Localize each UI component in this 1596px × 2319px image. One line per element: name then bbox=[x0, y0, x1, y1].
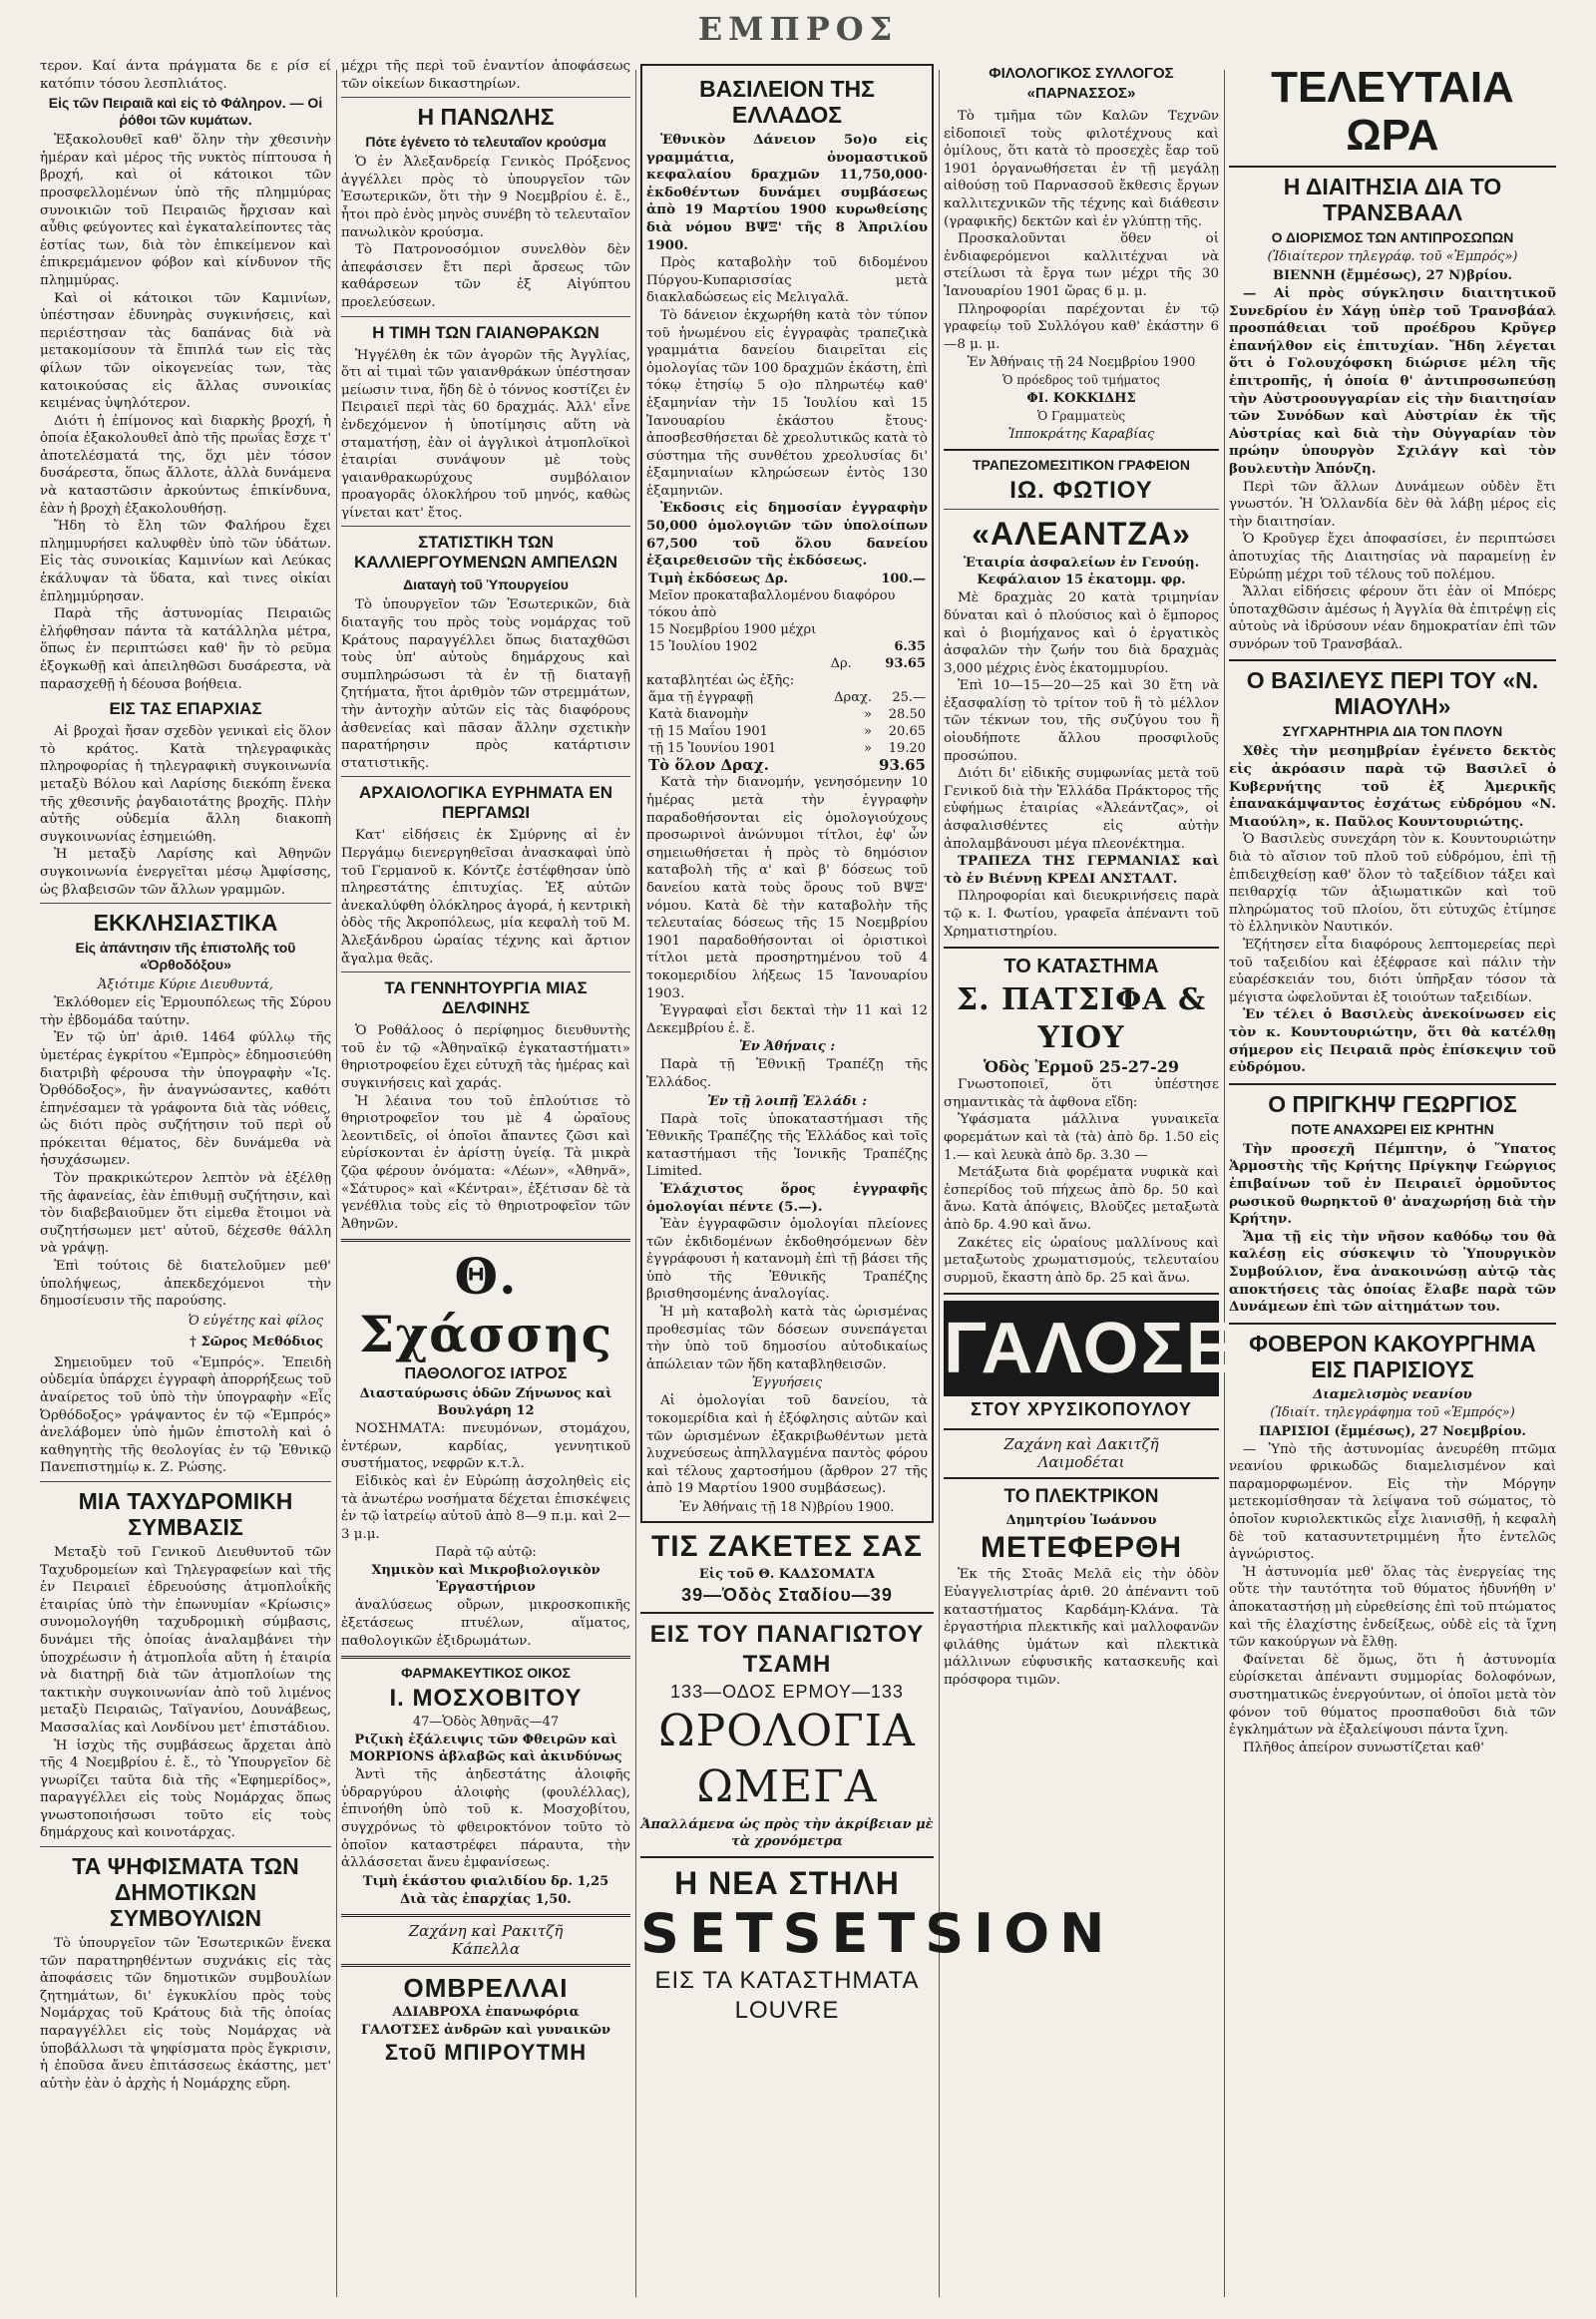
bank-ad-name: ΙΩ. ΦΩΤΙΟΥ bbox=[1009, 477, 1153, 505]
table-row bbox=[646, 655, 928, 672]
column-divider bbox=[1224, 70, 1225, 2297]
ad-line: Ριζικὴ ἐξάλειψις τῶν Φθειρῶν καὶ MORPIONS ἀβλαβῶς καὶ ἀκινδύνως bbox=[349, 1733, 622, 1765]
article-paragraph: Ἅμα τῇ εἰς τὴν νῆσον καθόδῳ του θὰ καλέσῃ εἰς σύσκεψιν τὸ Ὑπουργικὸν Συμβούλιον, ἕνα ἀνακοινώσῃ αὐτῷ τὰς αποκτήσεις τὰς ὁποίας ἔλαβε παρὰ τῶν Δυνάμεων ἐπὶ τῶν αἰτημάτων του. bbox=[1229, 1228, 1556, 1316]
article-paragraph: Ὁ Κροῦγερ ἔχει ἀποφασίσει, ἐν περιπτώσει ἀποτυχίας τῆς Διαιτησίας νὰ παραμείνῃ ἐν Εὐρώπῃ μέχρι τοῦ τέλους τοῦ πολέμου. bbox=[1229, 532, 1556, 582]
article-headline: ΦΟΒΕΡΟΝ ΚΑΚΟΥΡΓΗΜΑ ΕΙΣ ΠΑΡΙΣΙΟΥΣ bbox=[1249, 1330, 1536, 1382]
divider bbox=[944, 1428, 1219, 1430]
doctor-ad-title: ΠΑΘΟΛΟΓΟΣ ΙΑΤΡΟΣ bbox=[404, 1365, 568, 1383]
article-paragraph: Περὶ τῶν ἄλλων Δυνάμεων οὐδὲν ἔτι γνωστόν. Ἡ Ὁλλανδία δὲν θὰ λάβῃ μέρος εἰς τὴν διαιτησίαν. bbox=[1229, 479, 1556, 530]
table-row bbox=[646, 638, 928, 655]
notice-paragraph: Κατὰ τὴν διανομήν, γενησόμενην 10 ἡμέρας μετὰ τὴν ἐγγραφὴν παραδοθήσονται εἰς ὁμολογιούχους προσωρινοὶ ἀνώνυμοι τίτλοι, ἐφ' ὧν σημειωθήσεται ἡ πρὸς τὸ δημόσιον καταβολὴ τῆς α' καὶ β' δόσεως τοῦ δανείου κατὰ τοὺς ὅρους τοῦ ΒΨΞ' νόμου. Κατὰ δὲ τὴν καταβολὴν τῆς τελευταίας δόσεως τῆς 15 Νοεμβρίου 1901 παραδοθήσονται οἱ ὁριστικοὶ τίτλοι μετὰ προσηρτημένου τοῦ 4 τοκομεριδίου λήξεως 15 Ἰανουαρίου 1903. bbox=[646, 775, 928, 1001]
table-row bbox=[646, 621, 928, 638]
divider bbox=[944, 1477, 1219, 1479]
table-cell: Κατὰ διανομὴν bbox=[648, 707, 749, 723]
ad-line: Ζαχάνη καὶ Δακιτζῆ bbox=[1003, 1435, 1159, 1454]
article-paragraph: Ἐζήτησεν εἶτα διαφόρους λεπτομερείας περὶ τοῦ ταξειδίου καὶ ἐξέφρασε καὶ πάλιν τὴν εὐαρέσκειάν του, διότι ὑπῆρξαν τόσον τὰ μέγιστα ὠφελοῦνται ἐξ τοιούτων ταξειδίων. bbox=[1229, 938, 1556, 1005]
table-cell: ἅμα τῇ ἐγγραφῇ bbox=[648, 690, 754, 706]
article-subheadline: Εἰς ἀπάντησιν τῆς ἐπιστολῆς τοῦ «Ὀρθοδόξου» bbox=[75, 940, 296, 973]
divider bbox=[341, 1239, 630, 1242]
ad-paragraph: Πληροφορίαι καὶ διευκρινήσεις παρὰ τῷ κ. Ι. Φωτίου, γραφεῖα ἀπέναντι τοῦ Χρηματιστηρίου. bbox=[944, 889, 1219, 940]
store-ad-address: Ὁδὸς Ἑρμοῦ 25-27-29 bbox=[984, 1057, 1179, 1077]
article-subheadline: Ο ΔΙΟΡΙΣΜΟΣ ΤΩΝ ΑΝΤΙΠΡΟΣΩΠΩΝ bbox=[1271, 229, 1514, 245]
insurance-ad-sub: Ἐταιρία ἀσφαλείων ἐν Γενούῃ. Κεφάλαιον 15 ἑκατομμ. φρ. bbox=[963, 556, 1200, 588]
issue-price-table bbox=[646, 571, 928, 672]
divider bbox=[1229, 1083, 1556, 1085]
salutation: Ἀξιότιμε Κύριε Διευθυντά, bbox=[98, 977, 273, 993]
signature: Ὁ εὐγέτης καὶ φίλος bbox=[188, 1313, 323, 1329]
knit-ad-owner: Δημητρίου Ἰωάννου bbox=[1005, 1513, 1157, 1529]
store-ad-head: ΤΟ ΚΑΤΑΣΤΗΜΑ bbox=[1003, 956, 1159, 978]
divider bbox=[1229, 659, 1556, 661]
ad-price: Τιμὴ ἑκάστου φιαλιδίου δρ. 1,25 bbox=[362, 1873, 609, 1889]
store-ad-brand: SETSETSION bbox=[640, 1902, 1115, 1965]
pharmacy-ad-name: Ι. ΜΟΣΧΟΒΙΤΟΥ bbox=[389, 1685, 583, 1713]
notice-paragraph: Τὸ δάνειον ἐκχωρήθη κατὰ τὸν τύπον τοῦ ἡνωμένου εἰς ἐγγραφὰς τραπεζικὰ γραμμάτια δανείου διαιρεῖται εἰς ὁμολογίας τῶν 100 δραχμῶν ἑκάστη, ἐπὶ τόκῳ ἐτησίῳ 5 ο)ο πληρωτέῳ καθ' ἑξαμηνίαν τὴν 15 Ἰουλίου καὶ 15 Ἰανουαρίου ἑκάστου ἔτους· ἀποσβεσθήσεται δὲ χρεολυτικῶς κατὰ τὸ σύστημα τῆς συνθέτου χρεολυσίας δι' ἑξαμηνιαίων κληρώσεων ἐντὸς 130 ἑξαμηνιῶν. bbox=[646, 307, 928, 499]
notice-paragraph: καταβλητέαι ὡς ἑξῆς: bbox=[646, 672, 795, 688]
watch-ad-shop: ΕΙΣ ΤΟΥ ΠΑΝΑΓΙΩΤΟΥ ΤΣΑΜΗ bbox=[649, 1621, 925, 1678]
umbrella-ad-title: ΟΜΒΡΕΛΛΑΙ bbox=[403, 1972, 569, 2003]
divider bbox=[341, 526, 630, 527]
article-paragraph: Παρὰ τῆς ἀστυνομίας Πειραιῶς ἐλήφθησαν πάντα τὰ κατάλληλα μέτρα, ὅπως ἐν περιπτώσει καθ' ἣν τὸ ρεῦμα ἐξογκωθῇ καὶ ἀπειληθῶσι δυσάρεστα, νὰ παρασχεθῇ ἡ δέουσα βοήθεια. bbox=[40, 606, 331, 692]
store-ad-location: ΕΙΣ ΤΑ ΚΑΤΑΣΤΗΜΑΤΑ LOUVRE bbox=[654, 1967, 920, 2024]
article-subheadline: Διαμελισμὸς νεανίου bbox=[1313, 1386, 1472, 1402]
ad-paragraph: ΤΡΑΠΕΖΑ ΤΗΣ ΓΕΡΜΑΝΙΑΣ καὶ τὸ ἐν Βιέννῃ ΚΡΕΔΙ ΑΝΣΤΑΛΤ. bbox=[944, 853, 1219, 887]
jacket-ad-title: ΤΙΣ ΖΑΚΕΤΕΣ ΣΑΣ bbox=[650, 1530, 923, 1563]
article-paragraph: Προσκαλοῦνται ὅθεν οἱ ἐνδιαφερόμενοι καλλιτέχναι νὰ στείλωσι τὰ ἔργα των μέχρι τῆς 30 Ἰανουαρίου 1901 ὥρας 6 μ. μ. bbox=[944, 231, 1219, 299]
divider bbox=[40, 903, 331, 904]
masthead-title: ΕΜΠΡΟΣ bbox=[697, 10, 899, 48]
column-5 bbox=[1229, 58, 1556, 2299]
table-cell: 93.65 bbox=[879, 756, 926, 775]
table-cell: » bbox=[864, 741, 872, 757]
article-paragraph: Ἐξακολουθεῖ καθ' ὅλην τὴν χθεσινὴν ἡμέραν καὶ μέρος τῆς νυκτὸς πίπτουσα ἡ βροχή, καὶ οἱ κάτοικοι τῶν προσφελλομένων ὑπὸ τῆς πλημμύρας συνοικιῶν τοῦ Πειραιῶς ἤρχισαν καὶ αὖθις φεύγοντες καὶ ἐγκαταλείποντες τὰς ἑστίας των, διὰ τὸν ἐπικείμενον καὶ ἐπικρεμάμενον φόβον καὶ κίνδυνον τῆς πλημμύρας. bbox=[40, 133, 331, 288]
store-ad-title: Η ΝΕΑ ΣΤΗΛΗ bbox=[674, 1865, 900, 1901]
notice-headline: ΒΑΣΙΛΕΙΟΝ ΤΗΣ ΕΛΛΑΔΟΣ bbox=[699, 76, 875, 128]
insurance-ad-title: «ΑΛΕΑΝΤΖΑ» bbox=[972, 516, 1191, 553]
article-headline: ΕΚΚΛΗΣΙΑΣΤΙΚΑ bbox=[93, 910, 278, 937]
article-paragraph: — Αἱ πρὸς σύγκλησιν διαιτητικοῦ Συνεδρίου ἐν Χάγῃ ὑπὲρ τοῦ Τρανσβάαλ προσπάθειαι τοῦ προέδρου Κρῦγερ ἐπανήλθον εἰς ἐπιτυχίαν. Ἤδη λέγεται ὅτι ὁ Γολουχόφσκη διώρισε μέλη τῆς ἐπιτροπῆς, ἡ ὁποία θ' ἀντιπροσωπεύσῃ τὴν Αὐστροουγγαρίαν εἰς τὴν διαιτησίαν τῶν Συνόδων καὶ Αὐστρίαν ἐκ τῆς Αὐστρίας καὶ διὰ τὴν Οὐγγαρίαν τὸν πρώην ὑπουργὸν Σχιλάγγ καὶ τὸν βουλευτὴν Ἀπόνζη. bbox=[1229, 285, 1556, 477]
notice-paragraph: Ἡ μὴ καταβολὴ κατὰ τὰς ὡρισμένας προθεσμίας τῶν δόσεων συνεπάγεται τὴν ὑπὸ τοῦ δημοσίου αὐτοδικαίως ἀπώλειαν τῶν ἤδη καταβληθεισῶν. bbox=[646, 1305, 928, 1372]
galoshes-ad-shop: ΣΤΟΥ ΧΡΥΣΙΚΟΠΟΥΛΟΥ bbox=[971, 1399, 1192, 1420]
article-paragraph: Αἱ βροχαὶ ἤσαν σχεδὸν γενικαὶ εἰς ὅλον τὸ κράτος. Κατὰ τηλεγραφικὰς πληροφορίας ἡ τηλεγραφικὴ συγκοινωνία μεταξὺ Βόλου καὶ Λαρίσης διεκόπη ἕνεκα τῆς χθεσινῆς ῥαγδαιοτάτης βροχῆς. Πλὴν αὐτῆς οὐδεμία ἄλλη διακοπὴ συγκοινωνίας ἐσημειώθη. bbox=[40, 724, 331, 845]
watch-ad-title: ΩΡΟΛΟΓΙΑ ΩΜΕΓΑ bbox=[658, 1706, 916, 1812]
table-row bbox=[646, 740, 928, 757]
article-paragraph: Τὸ ὑπουργεῖον τῶν Ἐσωτερικῶν ἕνεκα τῶν παρατηρηθέντων συχνάκις εἰς τὰς ἀποφάσεις τῶν δημοτικῶν συμβουλίων ζητημάτων, δι' ἐγκυκλίου πρὸς τοὺς Νομάρχας τοῦ Κράτους διὰ τῆς ὁποίας παραγγέλλει εἰς τοὺς Νομάρχας νὰ ὑποβάλλωσι τὰ ψηφίσματα πρὸς ἔγκρισιν, ἡ ἐποῦσα ἄνευ ἐπιτάσσεως ἑκάστης, μετ' αὐτὴν ἐὰν ὁ ἀρχὴς ἡ Νομάρχης εὕρη. bbox=[40, 1936, 331, 2092]
article-paragraph: Χθὲς τὴν μεσημβρίαν ἐγένετο δεκτὸς εἰς ἀκρόασιν παρὰ τῷ Βασιλεῖ ὁ Κυβερνήτης τοῦ ἐξ Ἀμερικῆς ἐπανακάμψαντος ἐσχάτως εὐδρόμου «Ν. Μιαούλη», κ. Παῦλος Κουντουριώτης. bbox=[1229, 743, 1556, 830]
ad-paragraph: Εἰδικὸς καὶ ἐν Εὐρώπῃ ἀσχοληθεὶς εἰς τὰ ἀνωτέρω νοσήματα δέχεται ἐπισκέψεις ἐν τῷ ἰατρείῳ αὐτοῦ ἀπὸ 8—9 π.μ. καὶ 2—3 μ.μ. bbox=[341, 1474, 630, 1542]
divider bbox=[640, 1612, 934, 1614]
umbrella-ad-shop: Στοῦ ΜΠΙΡΟΥΤΜΗ bbox=[384, 2039, 588, 2065]
table-cell: 100.— bbox=[881, 571, 926, 586]
article-paragraph: Φαίνεται δὲ ὅμως, ὅτι ἡ ἀστυνομία εὑρίσκεται ἀπέναντι συμμορίας δολοφόνων, συστηματικῶς ἐνεργούντων, οἱ ὁποῖοι μετὰ τὸν φόνον τοῦ θύματος προσπαθοῦσι διὰ τῶν ἐγκλημάτων νὰ ἐξαλείψουσι πάντα ἴχνη. bbox=[1229, 1652, 1556, 1739]
article-headline: Εἰς τῶν Πειραιᾶ καὶ εἰς τὸ Φάληρον. — Οἱ ῥόθοι τῶν κυμάτων. bbox=[48, 95, 323, 129]
column-4 bbox=[944, 58, 1281, 2299]
article-paragraph: Τὸ Πατρονοσόμιον συνελθὸν δὲν ἀπεφάσισεν ἔτι περὶ ἄρσεως τῶν καθάρσεων τῶν ἐξ Αἰγύπτου προελεύσεων. bbox=[341, 242, 630, 310]
article-paragraph: Καὶ οἱ κάτοικοι τῶν Καμινίων, ὑπέστησαν ἐδυνηρὰς συγκινήσεις, καὶ περιέστησαν τὰς δαπάνας διὰ νὰ μετακομίσουν τὰ ἔπιπλά των εἰς τὰς φίλων τῶν οἰκογενείας των, τὰς κατοικούσας εἰς ἄλλας συνοικίας κειμένας ὑψηλότερον. bbox=[40, 290, 331, 412]
ad-paragraph: Ἀντὶ τῆς ἀηδεστάτης ἀλοιφῆς ὑδραργύρου ἀλοιφὴς (φουλέλλας), ἐπινοήθη ὑπὸ τοῦ κ. Μοσχοβίτου, συγχρόνως τὸ φθειροκτόνον τοῦτο τὸ ὁποῖον καταστρέφει πάραυτα, τὴν ἀλλάσσεται ἄνευ ἐμφανίσεως. bbox=[341, 1767, 630, 1871]
ad-paragraph: ΝΟΣΗΜΑΤΑ: πνευμόνων, στομάχου, ἐντέρων, καρδίας, γεννητικοῦ συστήματος, νεφρῶν κ.τ.λ. bbox=[341, 1421, 630, 1472]
ad-paragraph: Ζακέτες εἰς ὡραίους μαλλίνους καὶ μεταξωτοὺς χρωματισμούς, τελευταίου συρμοῦ, ἔκαστη ἀπὸ δρ. 25 καὶ ἄνω. bbox=[944, 1235, 1219, 1286]
signature: ΦΙ. ΚΟΚΚΙΔΗΣ bbox=[1026, 391, 1136, 407]
ad-paragraph: ἀναλύσεως οὔρων, μικροσκοπικῆς ἐξετάσεως πτυέλων, αἵματος, παθολογικῶν ἐξιδρωμάτων. bbox=[341, 1598, 630, 1649]
divider bbox=[40, 1846, 331, 1847]
ad-paragraph: Ἐπὶ 10—15—20—25 καὶ 30 ἔτη νὰ ἐξασφαλίσῃ τὸ τρίτον τοῦ ἢ τὸ μέλλον τῶν τέκνων του, τῆς συζύγου του ἢ οἱουδήποτε ἄλλου προσφιλοῦς προσώπου. bbox=[944, 678, 1219, 764]
table-row bbox=[646, 587, 928, 621]
article-paragraph: Ἡ μεταξὺ Λαρίσης καὶ Ἀθηνῶν συγκοινωνία ἐνεργεῖται μέσῳ Ἀμφίσσης, ὡς βλαβεισῶν τῶν ἄλλων γραμμῶν. bbox=[40, 847, 331, 898]
divider bbox=[341, 316, 630, 317]
article-headline: Η ΠΑΝΩΛΗΣ bbox=[417, 104, 555, 131]
table-row bbox=[646, 757, 928, 774]
notice-paragraph: Ἐθνικὸν Δάνειον 5ο)ο εἰς γραμμάτια, ὀνομαστικοῦ κεφαλαίου δραχμῶν 11,750,000· ἐκδοθέντων δυνάμει συμβάσεως ἀπὸ 19 Μαρτίου 1900 κυρωθείσης διὰ νόμου ΒΨΞ' τῆς 8 Ἀπριλίου 1900. bbox=[646, 132, 928, 253]
article-dateline: ΠΑΡΙΣΙΟΙ (ἔμμέσως), 27 Νοεμβρίου. bbox=[1259, 1423, 1526, 1439]
article-paragraph: Τὸ τμῆμα τῶν Καλῶν Τεχνῶν εἰδοποιεῖ τοὺς φιλοτέχνους καὶ ὀμίλους, ὅτι κατὰ τὸ προσεχὲς ἔαρ τοῦ 1901 ὀργανωθήσεται ἐν τῇ μεγάλῃ αἰθούσῃ τοῦ Παρνασσοῦ ἔκθεσις ἔργων καλλιτεχνικῶν τῆς τέχνης καὶ διάθεσιν (γραφικῆς) δεκτῶν καὶ ἐν γλύπτῃ τῆς. bbox=[944, 109, 1219, 229]
ad-line: ΓΑΛΟΤΣΕΣ ἀνδρῶν καὶ γυναικῶν bbox=[360, 2022, 611, 2038]
article-paragraph: Ὁ Ροθάλοος ὁ περίφημος διευθυντὴς τοῦ ἐν τῷ «Ἀθηναϊκῷ ἐγκαταστήματι» θηριοτροφείου ἔχει εὐτυχῆ τὰς ἡμέρας καὶ συγκινήσεις καὶ χαράς. bbox=[341, 1023, 630, 1091]
article-paragraph: Πληροφορίαι παρέχονται ἐν τῷ γραφείῳ τοῦ Συλλόγου καθ' ἑκάστην 6—8 μ. μ. bbox=[944, 301, 1219, 352]
lead-text: τερον. Καί άντα πράγματα δε ε ρίσ εί κατόπιν τόσου λεσπλιάτος. bbox=[40, 59, 331, 92]
article-source: (Ἰδιαίτ. τηλεγράφημα τοῦ «Ἐμπρός») bbox=[1270, 1404, 1515, 1420]
article-headline: Η ΔΙΑΙΤΗΣΙΑ ΔΙΑ ΤΟ ΤΡΑΝΣΒΑΑΛ bbox=[1283, 174, 1502, 225]
store-ad-name: Σ. ΠΑΤΣΙΦΑ & ΥΙΟΥ bbox=[956, 982, 1207, 1056]
ad-line: Παρὰ τῷ αὐτῷ: bbox=[435, 1545, 537, 1561]
article-headline: ΣΤΑΤΙΣΤΙΚΗ ΤΩΝ ΚΑΛΛΙΕΡΓΟΥΜΕΝΩΝ ΑΜΠΕΛΩΝ bbox=[353, 533, 617, 573]
divider bbox=[341, 1964, 630, 1967]
article-paragraph: Ἡ ἰσχὺς τῆς συμβάσεως ἄρχεται ἀπὸ τῆς 4 Νοεμβρίου ἐ. ἔ., τὸ Ὑπουργεῖον δὲ γνωρίζει ταῦτα διὰ τῆς «Ἐφημερίδος», παραγγέλλει εἰς τοὺς Νομάρχας ὅπως γνωστοποιήσωσι τοῦτο εἰς τοὺς δημάρχους καὶ κοινοτάρχας. bbox=[40, 1738, 331, 1841]
table-cell: τῇ 15 Ἰουνίου 1901 bbox=[648, 741, 777, 757]
article-subheadline: ΣΥΓΧΑΡΗΤΗΡΙΑ ΔΙΑ ΤΟΝ ΠΛΟΥΝ bbox=[1282, 723, 1503, 740]
article-paragraph: Σημειοῦμεν τοῦ «Ἐμπρός». Ἐπειδὴ οὐδεμία ὑπάρχει ἐγγραφὴ ἀπορρήξεως τοῦ ἀναίρετος τοῦ ὑπὸ τὴν ὑπογραφὴν «Εἷς Ὀρθόδοξος» γράψαντος ἐν τῷ «Ἐμπρός» ἀνελάβομεν ὑπὸ ἡμῶν ἐπιστολὴ καὶ ὁ καθηγητὴς τῆς θεολογίας ἐν τῷ Ἐθνικῷ Πανεπιστημίῳ κ. Ζ. Ρώσης. bbox=[40, 1354, 331, 1476]
divider bbox=[640, 1856, 934, 1858]
table-cell: Μεῖον προκαταβαλλομένου διαφόρου τόκου ἀπὸ bbox=[648, 587, 896, 620]
ad-line: ΑΔΙΑΒΡΟΧΑ ἐπανωφόρια bbox=[392, 2004, 580, 2020]
table-cell: 20.65 bbox=[888, 724, 926, 740]
ad-paragraph: Μετάξωτα διὰ φορέματα νυφικὰ καὶ ἐσπερίδος τοῦ πήχεως ἀπὸ δρ. 50 καὶ ἄνω. Κατὰ ἀπόψεις, Βλοῦζες μεταξωτὰ ἀπὸ δρ. 4.90 καὶ ἄνω. bbox=[944, 1165, 1219, 1233]
ad-line: Ζαχάνη καὶ Ρακιτζῆ bbox=[408, 1921, 564, 1940]
notice-paragraph: Ἐὰν ἐγγραφῶσιν ὁμολογίαι πλείονες τῶν ἐκδιδομένων ἐκδοθησόμενων δὲν ἐγγράφουσι ἡ κατανομὴ ἐπὶ τῇ βάσει τῆς ὑπὸ τῆς Ἐθνικῆς Τραπέζης βρισθησομένης ἀναλογίας. bbox=[646, 1217, 928, 1303]
divider bbox=[341, 1914, 630, 1917]
payment-schedule-table bbox=[646, 689, 928, 757]
article-paragraph: Μεταξὺ τοῦ Γενικοῦ Διευθυντοῦ τῶν Ταχυδρομείων καὶ Τηλεγραφείων καὶ τῆς ἐν Πειραιεῖ ἑδρευούσης ἀτμοπλοΐκῆς ἑταιρίας ὑπὸ τὴν ἐπωνυμίαν «Κρίωσις» συνομολογήθη ταχυδρομικὴ σύμβασις, δυνάμει τῆς ὁποίας ἀναλαμβάνει τὴν ὑποχρέωσιν ἡ ἀτμοπλοΐα αὕτη ἡ ἑταιρία νὰ διατηρῇ διὰ τῶν ἀτμοπλοίων της τακτικὴν συγκοινωνίαν ἀπὸ τοῦ λιμένος μεταξὺ Πειραιῶς, Ταϊγανίου, Δουνάβεως, Μασσαλίας καὶ Λονδίνου μετ' ἐπιστάδιου. bbox=[40, 1544, 331, 1736]
divider bbox=[944, 947, 1219, 949]
table-cell: Τὸ ὅλον Δραχ. bbox=[648, 756, 769, 775]
article-headline: ΤΑ ΓΕΝΝΗΤΟΥΡΓΙΑ ΜΙΑΣ ΔΕΛΦΙΝΗΣ bbox=[384, 978, 588, 1018]
article-paragraph: Ἐκλόθομεν εἰς Ἑρμουπόλεως τῆς Σύρου τὴν ἐβδομάδα ταύτην. bbox=[40, 995, 331, 1028]
signature: † Σῶρος Μεθόδιος bbox=[190, 1334, 323, 1350]
article-paragraph: Ἤδη τὸ ἔλη τῶν Φαλήρου ἔχει πλημμυρήσει καλυφθὲν ὑπὸ τῶν ὑδάτων. Εἰς τὰς συνοικίας Καμινίων καὶ Λεύκας ἐκάλυψαν τὰ ὕδατα, καὶ τινες οἰκίαι ἐπλημμύρησαν. bbox=[40, 519, 331, 604]
article-headline: Ο ΒΑΣΙΛΕΥΣ ΠΕΡΙ ΤΟΥ «Ν. ΜΙΑΟΥΛΗ» bbox=[1246, 667, 1539, 720]
ad-paragraph: Διότι δι' εἰδικῆς συμφωνίας μετὰ τοῦ Γενικοῦ διὰ τὴν Ἑλλάδα Πράκτορος τῆς εὐφήμως ἐταιρίας «Ἀλεάντζας», οἱ ἀσφαλισθέντες εἰς αὐτὴν ἀπολαμβάνουσι μέγα πλεονέκτημα. bbox=[944, 766, 1219, 852]
notice-paragraph: Ἐγγραφαὶ εἶσι δεκταὶ τὴν 11 καὶ 12 Δεκεμβρίου ἐ. ἔ. bbox=[646, 1003, 928, 1036]
signature: Ἱπποκράτης Καραβίας bbox=[1007, 427, 1155, 443]
article-headline: ΦΙΛΟΛΟΓΙΚΟΣ ΣΥΛΛΟΓΟΣ «ΠΑΡΝΑΣΣΟΣ» bbox=[989, 65, 1174, 102]
knit-ad-moved: ΜΕΤΕΦΕΡΘΗ bbox=[981, 1531, 1182, 1565]
masthead bbox=[0, 0, 1596, 58]
ad-line: Εἰς τοῦ Θ. ΚΑΔΣΟΜΑΤΑ bbox=[698, 1567, 876, 1582]
divider bbox=[341, 1656, 630, 1659]
pharmacy-ad-title: ΦΑΡΜΑΚΕΥΤΙΚΟΣ ΟΙΚΟΣ bbox=[401, 1665, 571, 1682]
table-row bbox=[646, 723, 928, 740]
article-date: Ἐν Ἀθήναις τῇ 24 Νοεμβρίου 1900 bbox=[967, 355, 1196, 371]
galoshes-ad-banner: ΓΑΛΟΣΕΣ bbox=[944, 1301, 1219, 1396]
ad-line: Χημικὸν καὶ Μικροβιολογικὸν Ἐργαστήριον bbox=[371, 1563, 600, 1596]
ad-paragraph: Ὑφάσματα μάλλινα γυναικεῖα φορεμάτων καὶ τὰ (τὰ) ἀπὸ δρ. 1.50 εἰς 1.— καὶ λευκὰ ἀπὸ δρ. 3.30 — bbox=[944, 1112, 1219, 1163]
divider bbox=[341, 776, 630, 777]
watch-ad-address: 133—ΟΔΟΣ ΕΡΜΟΥ—133 bbox=[670, 1682, 904, 1702]
article-headline: ΤΑ ΨΗΦΙΣΜΑΤΑ ΤΩΝ ΔΗΜΟΤΙΚΩΝ ΣΥΜΒΟΥΛΙΩΝ bbox=[72, 1853, 299, 1932]
ad-line: Κάπελλα bbox=[451, 1939, 521, 1958]
table-cell: 25.— bbox=[892, 690, 926, 706]
table-row bbox=[646, 706, 928, 723]
table-cell: » bbox=[864, 724, 872, 740]
article-paragraph: Ἡ ἀστυνομία μεθ' ὅλας τὰς ἐνεργείας της οὔτε τὴν ταυτότητα τοῦ θύματος ἠδυνήθη ν' ἀποκαταστήσῃ μὴ εὑρεθείσης ἐπὶ τοῦ πτώματος καὶ τῆς ἐλαχίστης ἐνδείξεως, οὐδὲ εἰς τὰ ἴχνη τῶν κακούργων νὰ ἔλθῃ. bbox=[1229, 1564, 1556, 1651]
article-dateline: ΒΙΕΝΝΗ (ἔμμέσως), 27 Ν)βρίου. bbox=[1272, 268, 1513, 283]
article-paragraph: Πλῆθος ἀπείρον συνωστίζεται καθ' bbox=[1243, 1739, 1484, 1755]
article-paragraph: Ἐν τέλει ὁ Βασιλεὺς ἀνεκοίνωσεν εἰς τὸν κ. Κουντουριώτην, ὅτι θὰ κατέλθῃ σήμερον εἰς Πειραιᾶ πρὸς ἐπίσκεψιν τοῦ εὐδρόμου. bbox=[1229, 1006, 1556, 1076]
article-paragraph: Ὁ Βασιλεὺς συνεχάρη τὸν κ. Κουντουριώτην διὰ τὸ αἴσιον τοῦ πλοῦ τοῦ εὐδρόμου, ἐπὶ τῇ ἐπιδειχθείσῃ καθ' ὅλον τὸ ταξείδιον τάξει καὶ πειθαρχίᾳ τῶν ἀξιωματικῶν καὶ τοῦ πληρώματος τοῦ πλοίου, ὅτι εὐτυχῶς ἐτίμησε τὸ ἑλληνικὸν Ναυτικόν. bbox=[1229, 832, 1556, 936]
signature: Ὁ πρόεδρος τοῦ τμήματος bbox=[1002, 373, 1160, 388]
column-1 bbox=[40, 58, 331, 2299]
table-cell: Δρ. bbox=[830, 655, 852, 671]
column-divider bbox=[635, 70, 636, 2297]
table-cell: Τιμὴ ἐκδόσεως Δρ. bbox=[648, 571, 789, 586]
ad-address: 39—Ὁδὸς Σταδίου—39 bbox=[681, 1585, 893, 1605]
bank-ad-title: ΤΡΑΠΕΖΟΜΕΣΙΤΙΚΟΝ ΓΡΑΦΕΙΟΝ bbox=[972, 457, 1191, 474]
knit-ad-head: ΤΟ ΠΛΕΚΤΡΙΚΟΝ bbox=[1003, 1486, 1159, 1508]
ad-paragraph: Μὲ δραχμὰς 20 κατὰ τριμηνίαν δύναται καὶ ὁ πλούσιος καὶ ὁ ἔμπορος καὶ ὁ βιομήχανος καὶ ὁ ἐργατικὸς ἀσφαλῶν τὴν ζωήν του διὰ δραχμὰς 3,000 μέχρις ἐνὸς ἑκατομμυρίου. bbox=[944, 590, 1219, 676]
table-cell: 28.50 bbox=[888, 707, 926, 723]
notice-paragraph: Πρὸς καταβολὴν τοῦ διδομένου Πύργου-Κυπαρισσίας μετὰ διακλαδώσεως εἰς Μελιγαλᾶ. bbox=[646, 255, 928, 306]
table-row bbox=[646, 689, 928, 706]
ad-line: Λαιμοδέται bbox=[1037, 1453, 1125, 1472]
notice-paragraph: Ἐκδοσις εἰς δημοσίαν ἐγγραφὴν 50,000 ὁμολογιῶν τῶν ὑπολοίπων 67,500 τοῦ ὅλου δανείου ἐξαιρεθεισῶν τῆς ἐκδόσεως. bbox=[646, 500, 928, 570]
article-headline: ΜΙΑ ΤΑΧΥΔΡΟΜΙΚΗ ΣΥΜΒΑΣΙΣ bbox=[78, 1487, 293, 1540]
notice-paragraph: Παρὰ τῇ Ἐθνικῇ Τραπέζῃ τῆς Ἑλλάδος. bbox=[646, 1057, 928, 1090]
article-paragraph: Διότι ἡ ἐπίμονος καὶ διαρκὴς βροχή, ἡ ὁποία ἐξακολουθεῖ ἀπὸ τῆς πρωΐας ἔσχε τ' ἀποτελέσματά της, ὅχι μὲν τόσον δυσάρεστα, ὅπως ἄλλοτε, ἀλλὰ δυνάμενα νὰ καταστῶσιν ἀρκούντως ἐπικίνδυνα, ἐὰν ἡ βροχὴ ἐξακολουθήσῃ. bbox=[40, 413, 331, 517]
divider bbox=[341, 971, 630, 972]
column-divider bbox=[336, 70, 337, 2297]
divider bbox=[1229, 166, 1556, 168]
article-paragraph: Ἡ λέαινα του τοῦ ἐπλούτισε τὸ θηριοτροφεῖον του μὲ 4 ὡραῖους λεοντιδεῖς, οἱ ὁποῖοι ἄπαντες ζῶσι καὶ εὑρίσκονται ἐν ἀρίστῃ ὑγείᾳ. Τὰ μικρὰ ζῷα φέρουν ὀνόματα: «Λέων», «Ἀθηνᾶ», «Σάτυρος» καὶ «Κέντραι», ἐξέτισαν δὲ τὰ γενέθλια τοὺς εἰς τὸ θηριοτροφεῖον τῶν Ἀθηνῶν. bbox=[341, 1093, 630, 1232]
last-hour-flag: ΤΕΛΕΥΤΑΙΑ ΩΡΑ bbox=[1271, 63, 1514, 160]
ad-line: Ἀπαλλάμενα ὡς πρὸς τὴν ἀκρίβειαν μὲ τὰ χρονόμετρα bbox=[640, 1817, 934, 1849]
notice-date: Ἐν Ἀθήναις τῇ 18 Ν)βρίου 1900. bbox=[679, 1500, 895, 1515]
article-paragraph: Ἐπὶ τούτοις δὲ διατελοῦμεν μεθ' ὑπολήψεως, ἀπεκδεχόμενοι τὴν δημοσίευσιν τῆς παρούσης. bbox=[40, 1259, 331, 1310]
divider bbox=[1229, 1323, 1556, 1325]
table-cell: 15 Νοεμβρίου 1900 μέχρι bbox=[648, 621, 817, 637]
article-paragraph: Τὸ ὑπουργεῖον τῶν Ἐσωτερικῶν, διὰ διαταγῆς του πρὸς τοὺς νομάρχας τοῦ Κράτους παραγγέλλει ὅπως διαταχθῶσι τοὺς ὑπ' αὐτοὺς δημάρχους καὶ συμπληρώσωσι τὰ ἐν τῇ διαταγῇ ζητήματα, ἤτοι ἀριθμὸν τῶν στρεμμάτων, τὴν ἀντοχὴν αὐτῶν εἰς τὰς διαφόρους ἀσθενείας καὶ πᾶσαν ἄλλην σχετικὴν παρατήρησιν πρὸς κατάρτισιν στατιστικῆς. bbox=[341, 597, 630, 771]
article-source: (Ἰδιαίτερον τηλεγράφ. τοῦ «Ἐμπρός») bbox=[1267, 249, 1518, 264]
article-paragraph: Τὴν προσεχῆ Πέμπτην, ὁ Ὕπατος Ἁρμοστὴς τῆς Κρήτης Πρίγκηψ Γεώργιος ἐπιβαίνων τοῦ ἐν Πειραιεῖ ὁρμοῦντος ρωσικοῦ θωρηκτοῦ θ' ἀναχωρήσῃ διὰ τὴν Κρήτην. bbox=[1229, 1140, 1556, 1228]
doctor-ad-name: Θ. Σχάσσης bbox=[358, 1247, 613, 1364]
article-headline: Ο ΠΡΙΓΚΗΨ ΓΕΩΡΓΙΟΣ bbox=[1268, 1090, 1517, 1117]
article-headline: ΑΡΧΑΙΟΛΟΓΙΚΑ ΕΥΡΗΜΑΤΑ ΕΝ ΠΕΡΓΑΜΩΙ bbox=[358, 783, 613, 823]
table-cell: 19.20 bbox=[888, 741, 926, 757]
article-paragraph: Ἐν τῷ ὑπ' ἀριθ. 1464 φύλλῳ τῆς ὑμετέρας ἐγκρίτου «Ἐμπρὸς» ἐδημοσιεύθη διατριβὴ φέρουσα τὴν ὑπογραφὴν «Ἰς. Ὀρθόδοξος», ἣν ἀναγνώσαντες, καθότι ἐπηνέσαμεν τὰ γράφοντα διὰ τὰς νόθεις, ὡς διότι πρὸς συζήτησιν τοῦ περὶ οὗ πρόκειται θέματος, δὲν δυνάμεθα νὰ ἠσυχάσωμεν. bbox=[40, 1030, 331, 1169]
table-cell: 15 Ἰουλίου 1902 bbox=[648, 638, 758, 654]
signature: Ὁ Γραμματεὺς bbox=[1036, 409, 1126, 424]
lead-text: μέχρι τῆς περὶ τοῦ ἐναντίον ἀποφάσεως τῶν οἰκείων δικαστηρίων. bbox=[341, 59, 630, 92]
table-cell: Δραχ. bbox=[834, 690, 872, 706]
divider bbox=[341, 97, 630, 98]
article-subheadline: Πότε ἐγένετο τὸ τελευταῖον κρούσμα bbox=[365, 134, 606, 151]
table-cell: 6.35 bbox=[894, 638, 926, 654]
table-cell: τῇ 15 Μαΐου 1901 bbox=[648, 724, 768, 740]
total-table bbox=[646, 757, 928, 774]
pharmacy-ad-address: 47—Ὁδὸς Ἀθηνᾶς—47 bbox=[412, 1715, 560, 1731]
column-2 bbox=[341, 58, 630, 2299]
article-paragraph: Κατ' εἰδήσεις ἐκ Σμύρνης αἱ ἐν Περγάμῳ διενεργηθεῖσαι ἀνασκαφαὶ ὑπὸ τοῦ Γερμανοῦ κ. Κόντζε ἐστέφθησαν ὑπὸ πληρεστάτης ἐπιτυχίας. Ἐξ αὐτῶν ἀνεκαλύφθη ὁλόκληρος ἀγορά, ἡ κεντρικὴ ὁδὸς τῆς Ἀκροπόλεως, μία κεφαλὴ τοῦ Μ. Ἀλεξάνδρου ὡραίας τέχνης καὶ ἄρτιον ἄγαλμα θεᾶς. bbox=[341, 828, 630, 966]
notice-paragraph: Ἐλάχιστος ὅρος ἐγγραφῆς ὁμολογίαι πέντε (5.—). bbox=[646, 1180, 928, 1215]
ad-price: Διὰ τὰς ἐπαρχίας 1,50. bbox=[400, 1891, 572, 1907]
notice-location: Ἐν τῇ λοιπῇ Ἑλλάδι : bbox=[706, 1093, 868, 1109]
article-paragraph: Τὸν πρακρικώτερον λεπτὸν νὰ ἐξέλθῃ τῆς ἀφανείας, ἐὰν ἐπιθυμῇ συζήτησιν, καὶ τὸν διαβεβαιοῦμεν ὅτι εἰμεθα ἕτοιμοι νὰ συζητήσωμεν μετ' αὐτοῦ, δέχεσθε θάλλη νὰ γράψῃ. bbox=[40, 1171, 331, 1257]
divider bbox=[944, 1293, 1219, 1295]
ad-paragraph: Ἐκ τῆς Στοᾶς Μελᾶ εἰς τὴν ὁδὸν Εὐαγγελιστρίας ἀριθ. 20 ἀπέναντι τοῦ καταστήματος Καρδάμη-Κλάνα. Τὰ ἐργαστήρια πλεκτικῆς καὶ μαλλοφανῶν φιλάθης ὑμάτων καὶ πλεκτικὰ μάλλινων εὐφυσικῆς κατασκευῆς καὶ πρόσφορα τιμῶν. bbox=[944, 1567, 1219, 1688]
notice-paragraph: Παρὰ τοῖς ὑποκαταστήμασι τῆς Ἐθνικῆς Τραπέζης τῆς Ἑλλάδος καὶ τοῖς καταστήμασι τῆς Ἰονικῆς Τραπέζης Limited. bbox=[646, 1111, 928, 1180]
article-paragraph: — Ὑπὸ τῆς ἀστυνομίας ἀνευρέθη πτῶμα νεανίου φρικωδῶς διαμελισμένον καὶ παραμορφωμένον. Εἰς τὴν Μόργην μετεκομίσθησαν τὰ λείψανα τοῦ σώματος, τὸ ὁποῖον κυριολεκτικῶς εἶχε λιανισθῇ, ἡ κεφαλὴ δὲ τοῦ κατασυντετριμμένη ἦτο ἐντελῶς ἀγνώριστος. bbox=[1229, 1441, 1556, 1563]
loan-notice bbox=[640, 64, 934, 1523]
divider bbox=[944, 449, 1219, 451]
notice-subheading: Ἐγγυήσεις bbox=[751, 1375, 823, 1391]
notice-location: Ἐν Ἀθήναις : bbox=[738, 1039, 836, 1055]
ad-paragraph: Γνωστοποιεῖ, ὅτι ὑπέστησε σημαντικὰς τὰ ἀφθονα εἴδη: bbox=[944, 1077, 1219, 1110]
article-headline: ΕΙΣ ΤΑΣ ΕΠΑΡΧΙΑΣ bbox=[109, 699, 262, 719]
table-cell: 93.65 bbox=[885, 655, 926, 671]
divider bbox=[944, 509, 1219, 510]
article-paragraph: Ἄλλαι εἰδήσεις φέρουν ὅτι ἐὰν οἱ Μπόερς ὑποταχθῶσιν ἀμέσως ἡ Ἀγγλία θὰ ἐπιτρέψῃ εἰς αὐτοὺς νὰ ἱδρύσουν νέαν δημοκρατίαν ἐπὶ τῶν συνόρων τοῦ Τρανσβάαλ. bbox=[1229, 584, 1556, 652]
divider bbox=[40, 1481, 331, 1482]
notice-paragraph: Αἱ ὁμολογίαι τοῦ δανείου, τὰ τοκομερίδια καὶ ἡ ἐξόφλησις αὐτῶν καὶ τῶν ὠρισμένων ἐξακριβωθέντων μετὰ λυχνεύσεως ἀπηλλαγμένα παντὸς φόρου καὶ τέλους χαρτοσήμου (ἄρθρον 27 τῆς ἀπὸ 19 Μαρτίου 1900 συμβάσεως). bbox=[646, 1393, 928, 1497]
article-paragraph: Ἠγγέλθη ἐκ τῶν ἀγορῶν τῆς Ἀγγλίας, ὅτι αἱ τιμαὶ τῶν γαιανθράκων ὑπέστησαν μείωσιν τινα, ἤδη δὲ ὁ τόννος κοστίζει ἐν Πειραιεῖ περὶ τὰς 60 δραχμάς. Ἀλλ' εἶνε ἐνδεχόμενον ἡ ὑποτίμησις αὕτη νὰ σταματήσῃ, ἐὰν οἱ ἀγγλικοὶ ἀτμοπλοϊκοὶ ἑταιρίαι συνάψουν μὲ τοὺς γαιανθρακωρύχους συμβόλαιον προαγορᾶς ὁλοκλήρου τοῦ μηνός, καθὼς γίνεται κατ' ἔτος. bbox=[341, 347, 630, 521]
article-paragraph: Ὁ ἐν Ἀλεξανδρείᾳ Γενικὸς Πρόξενος ἀγγέλλει πρὸς τὸ ὑπουργεῖον τῶν Ἐσωτερικῶν, ὅτι τὴν 9 Νοεμβρίου ἐ. ἔ., ἦτοι πρὸ ἑνὸς μηνὸς συνέβη τὸ τελευταῖον πανωλικὸν κρούσμα. bbox=[341, 155, 630, 240]
table-cell: » bbox=[864, 707, 872, 723]
article-headline: Η ΤΙΜΗ ΤΩΝ ΓΑΙΑΝΘΡΑΚΩΝ bbox=[372, 322, 599, 342]
article-subheadline: Διαταγὴ τοῦ Ὑπουργείου bbox=[403, 577, 569, 593]
doctor-ad-address: Διασταύρωσις ὁδῶν Ζήνωνος καὶ Βουλγάρη 12 bbox=[359, 1386, 612, 1419]
article-subheadline: ΠΟΤΕ ΑΝΑΧΩΡΕΙ ΕΙΣ ΚΡΗΤΗΝ bbox=[1291, 1120, 1494, 1137]
table-row bbox=[646, 571, 928, 587]
